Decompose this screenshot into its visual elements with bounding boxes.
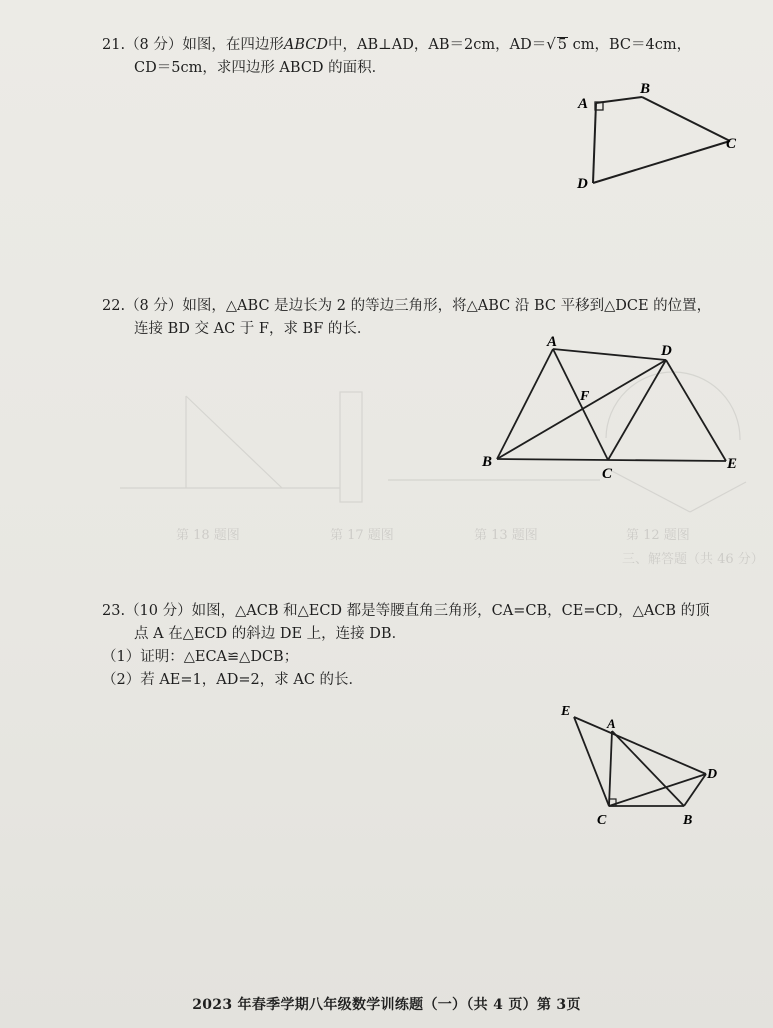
problem-23-part-2: （2）若 AE=1，AD=2，求 AC 的长．: [102, 672, 364, 688]
segment-ca: [609, 731, 612, 806]
label-d: D: [577, 176, 588, 192]
bleed-section-heading: 三、解答题（共 46 分）: [622, 552, 764, 567]
problem-21-line-2: CD＝5cm，求四边形 ABCD 的面积．: [134, 60, 387, 76]
label-c: C: [726, 136, 737, 152]
sqrt-icon: √: [546, 35, 556, 53]
problem-number: 23.: [102, 603, 126, 619]
problem-number: 22.: [102, 298, 126, 314]
problem-23-part-1: （1）证明：△ECA≌△DCB；: [102, 649, 299, 665]
label-e: E: [727, 456, 738, 472]
problem-text: 如图，△ABC 是边长为 2 的等边三角形，将△ABC 沿 BC 平移到△DCE 的位置，: [182, 298, 712, 314]
problem-text: cm，BC＝4cm，: [568, 37, 692, 53]
label-a: A: [547, 334, 558, 350]
label-b: B: [683, 813, 693, 828]
label-b: B: [640, 81, 651, 97]
bleed-caption-fig18: 第 18 题图: [176, 528, 240, 543]
problem-text: 中，AB⊥AD，AB＝2cm，AD＝: [328, 37, 547, 53]
label-c: C: [597, 813, 607, 828]
label-f: F: [580, 389, 590, 404]
label-a: A: [578, 96, 589, 112]
bleed-caption-fig17: 第 17 题图: [330, 528, 394, 543]
label-e: E: [561, 704, 571, 719]
label-d: D: [661, 343, 672, 359]
problem-points: （8 分）: [125, 37, 183, 53]
bleed-caption-fig13: 第 13 题图: [474, 528, 538, 543]
problem-text: 如图，△ACB 和△ECD 都是等腰直角三角形，CA=CB，CE=CD，△ACB 的顶: [191, 603, 710, 619]
label-a: A: [607, 716, 616, 731]
label-b: B: [482, 454, 493, 470]
problem-22-line-2: 连接 BD 交 AC 于 F，求 BF 的长．: [134, 321, 372, 337]
problem-text: 如图，在四边形: [182, 37, 284, 53]
problem-23-line-2: 点 A 在△ECD 的斜边 DE 上，连接 DB．: [134, 626, 407, 642]
problem-number: 21.: [102, 37, 126, 53]
problem-points: （10 分）: [125, 603, 192, 619]
page-footer: 2023 年春季学期八年级数学训练题（一）（共 4 页）第 3页: [192, 997, 581, 1013]
bleed-caption-fig12: 第 12 题图: [626, 528, 690, 543]
quadrilateral-name: ABCD: [283, 37, 329, 53]
label-c: C: [602, 466, 613, 482]
sqrt-radicand: 5: [557, 37, 568, 53]
segment-db: [684, 774, 706, 806]
label-d: D: [707, 767, 718, 782]
segment-ab: [612, 731, 684, 806]
problem-points: （8 分）: [125, 298, 183, 314]
